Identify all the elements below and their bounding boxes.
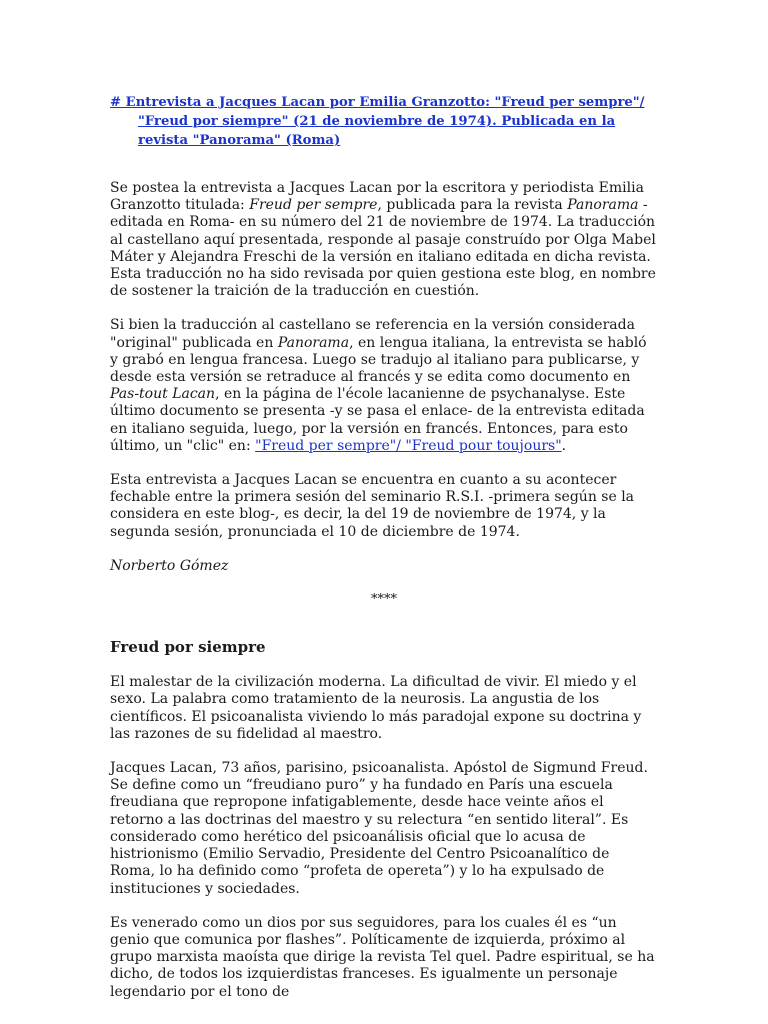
intro-p2-text-d: . — [561, 437, 567, 454]
article-title-link[interactable]: # Entrevista a Jacques Lacan por Emilia Granzotto: "Freud per sempre"/ "Freud por siempre" (21 de noviembre de 1974). Publicada en la revista "Panorama" (Roma) — [110, 95, 645, 148]
intro-p1-text-b: , publicada para la revista — [377, 197, 568, 214]
intro-paragraph-3: Esta entrevista a Jacques Lacan se encuentra en cuanto a su acontecer fechable entre la primera sesión del seminario R.S.I. -primera según se la considera en este blog-, es decir, la del 19 de noviembre de 1974, y la segunda sesión, pronunciada el 10 de diciembre de 1974. — [110, 472, 635, 540]
magazine-name: Panorama — [277, 334, 350, 351]
intro-p1-text-c: -editada en Roma- en su número del 21 de noviembre de 1974. La traducción al castellano aquí presentada, responde al pasaje construído por Olga Mabel Máter y Alejandra Freschi de la versión en italiano editada en dicha revista. Esta traducción no ha sido revisada por quien gestiona este blog, en nombre de sostener la traición de la traducción en cuestión. — [110, 197, 656, 300]
interview-title: Freud per sempre — [249, 197, 378, 214]
article-heading: Freud por siempre — [110, 638, 266, 657]
spacer — [110, 150, 658, 180]
intro-paragraph-2 — [110, 317, 658, 455]
article-paragraph-1: El malestar de la civilización moderna. La dificultad de vivir. El miedo y el sexo. La palabra como tratamiento de la neurosis. La angustia de los científicos. El psicoanalista viviendo lo más paradojal expone su doctrina y las razones de su fidelidad al maestro. — [110, 674, 642, 742]
article-paragraph-3: Es venerado como un dios por sus seguidores, para los cuales él es “un genio que comunica por flashes”. Políticamente de izquierda, próximo al grupo marxista maoísta que dirige la revista Tel quel. Padre espiritual, se ha dicho, de todos los izquierdistas franceses. Es igualmente un personaje legendario por el tono de — [110, 914, 655, 1000]
intro-paragraph-1 — [110, 180, 658, 300]
intro-p1-text-a: Se postea la entrevista a Jacques Lacan por la escritora y periodista Emilia Granzotto titulada: — [110, 180, 644, 214]
magazine-name: Panorama — [567, 197, 639, 214]
author-signature: Norberto Gómez — [110, 557, 229, 574]
intro-p2-text-b: , en lengua italiana, la entrevista se habló y grabó en lengua francesa. Luego se tradujo al italiano para publicarse, y desde esta versión se retraduce al francés y se edita como documento en — [110, 334, 647, 386]
document-page — [110, 93, 658, 1018]
intro-p2-text-c: , en la página de l'école lacanienne de psychanalyse. Este último documento se presenta -y se pasa el enlace- de la entrevista editada en italiano seguida, luego, por la versión en francés. Entonces, para esto último, un "clic" en: — [110, 386, 645, 454]
pas-tout-lacan: Pas-tout Lacan — [110, 386, 216, 403]
article-paragraph-2: Jacques Lacan, 73 años, parisino, psicoanalista. Apóstol de Sigmund Freud. Se define como un “freudiano puro” y ha fundado en París una escuela freudiana que repropone infatigablemente, desde hace veinte años el retorno a las doctrinas del maestro y su relectura “en sentido literal”. Es considerado como herético del psicoanálisis oficial que lo acusa de histrionismo (Emilio Servadio, Presidente del Centro Psicoanalítico de Roma, lo ha definido como “profeta de opereta”) y lo ha expulsado de instituciones y sociedades. — [110, 760, 648, 897]
intro-p2-text-a: Si bien la traducción al castellano se referencia en la versión considerada "original" publicada en — [110, 317, 635, 351]
section-separator: **** — [371, 592, 397, 608]
freud-per-sempre-link[interactable]: "Freud per sempre"/ "Freud pour toujours" — [255, 437, 562, 454]
